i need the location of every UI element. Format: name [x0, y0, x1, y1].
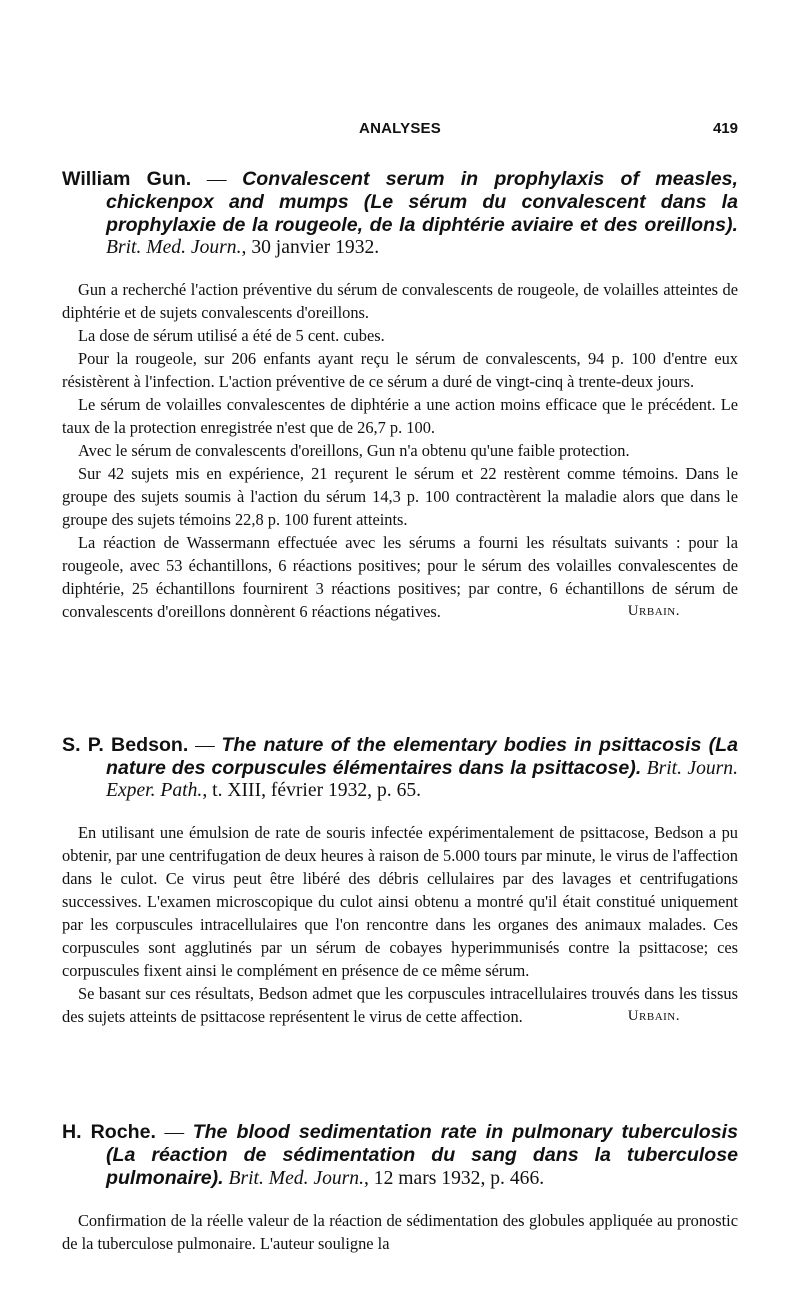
journal-name: Brit. Med. Journ.	[228, 1168, 364, 1189]
article-author: William Gun.	[62, 168, 192, 190]
article-heading	[62, 168, 738, 259]
page-number: 419	[712, 120, 738, 137]
section-title: ANALYSES	[359, 120, 441, 137]
article-gun	[62, 168, 738, 623]
paragraph: En utilisant une émulsion de rate de souris infectée expérimentalement de psittacose, Bedson a pu obtenir, par une centrifugation de deux heures à raison de 5.000 tours par minute, le virus de l'affection dans le culot. Ce virus peut être libéré des débris cellulaires par des lavages et centrifugations successives. L'examen microscopique du culot ainsi obtenu a montré qu'il était constitué uniquement par les corpuscules intracellulaires que l'on rencontre dans les organes des animaux malades. Ces corpuscules sont agglutinés par un sérum de cobayes hyperimmunisés contre la psittacose; ces corpuscules fixent ainsi le complément en présence de ce même sérum.	[62, 823, 738, 980]
paragraph-text: Se basant sur ces résultats, Bedson admet que les corpuscules intracellulaires trouvés dans les tissus des sujets atteints de psittacose représentent le virus de cette affection.	[62, 984, 738, 1026]
running-header	[62, 120, 738, 144]
journal-citation: , 12 mars 1932, p. 466.	[364, 1168, 545, 1189]
paragraph	[62, 982, 738, 1028]
article-body	[62, 821, 738, 1028]
journal-citation: , 30 janvier 1932.	[241, 237, 380, 258]
reviewer-signature: Urbain.	[627, 603, 680, 619]
article-body	[62, 1209, 738, 1255]
paragraph	[62, 531, 738, 623]
paragraph: Pour la rougeole, sur 206 enfants ayant reçu le sérum de convalescents, 94 p. 100 d'entre eux résistèrent à l'infection. L'action préventive de ce sérum a duré de vingt-cinq à trente-deux jours.	[62, 349, 738, 391]
article-title: Convalescent serum in prophylaxis of measles, chickenpox and mumps (Le sérum du convalescent dans la prophylaxie de la rougeole, de la diphtérie aviaire et des oreillons).	[106, 168, 738, 236]
reviewer-signature: Urbain.	[627, 1008, 680, 1024]
article-heading	[62, 1121, 738, 1190]
article-roche	[62, 1121, 738, 1255]
article-heading	[62, 734, 738, 802]
article-body	[62, 278, 738, 623]
heading-dash: —	[155, 1122, 193, 1143]
article-author: S. P. Bedson.	[62, 734, 189, 756]
journal-citation: , t. XIII, février 1932, p. 65.	[202, 780, 422, 801]
paragraph: Le sérum de volailles convalescentes de diphtérie a une action moins efficace que le précédent. Le taux de la protection enregistrée n'est que de 26,7 p. 100.	[62, 395, 738, 437]
journal-name: Brit. Med. Journ.	[106, 237, 242, 258]
paragraph-text: La réaction de Wassermann effectuée avec les sérums a fourni les résultats suivants : pour la rougeole, avec 53 échantillons, 6 réactions positives; pour le sérum des volailles convalescentes de diphtérie, 25 échantillons fournirent 3 réactions positives; par contre, 6 échantillons de sérum de convalescents d'oreillons donnèrent 6 réactions négatives.	[62, 533, 738, 621]
article-title: The blood sedimentation rate in pulmonary tuberculosis (La réaction de sédimentation du sang dans la tuberculose pulmonaire).	[106, 1121, 738, 1189]
paragraph: Gun a recherché l'action préventive du sérum de convalescents de rougeole, de volailles atteintes de diphtérie et de sujets convalescents d'oreillons.	[62, 280, 738, 322]
article-author: H. Roche.	[62, 1121, 156, 1143]
article-title: The nature of the elementary bodies in psittacosis (La nature des corpuscules élémentaires dans la psittacose).	[106, 734, 739, 779]
heading-dash: —	[191, 169, 243, 190]
paragraph: Sur 42 sujets mis en expérience, 21 reçurent le sérum et 22 restèrent comme témoins. Dans le groupe des sujets soumis à l'action du sérum 14,3 p. 100 contractèrent la maladie alors que dans le groupe des sujets témoins 22,8 p. 100 furent atteints.	[62, 464, 738, 529]
paragraph: La dose de sérum utilisé a été de 5 cent. cubes.	[78, 326, 385, 345]
article-bedson	[62, 734, 738, 1028]
paragraph: Confirmation de la réelle valeur de la réaction de sédimentation des globules appliquée au pronostic de la tuberculose pulmonaire. L'auteur souligne la	[62, 1211, 738, 1253]
journal-name: Brit. Journ. Exper. Path.	[106, 758, 738, 801]
heading-dash: —	[188, 735, 222, 756]
paragraph: Avec le sérum de convalescents d'oreillons, Gun n'a obtenu qu'une faible protection.	[78, 441, 630, 460]
